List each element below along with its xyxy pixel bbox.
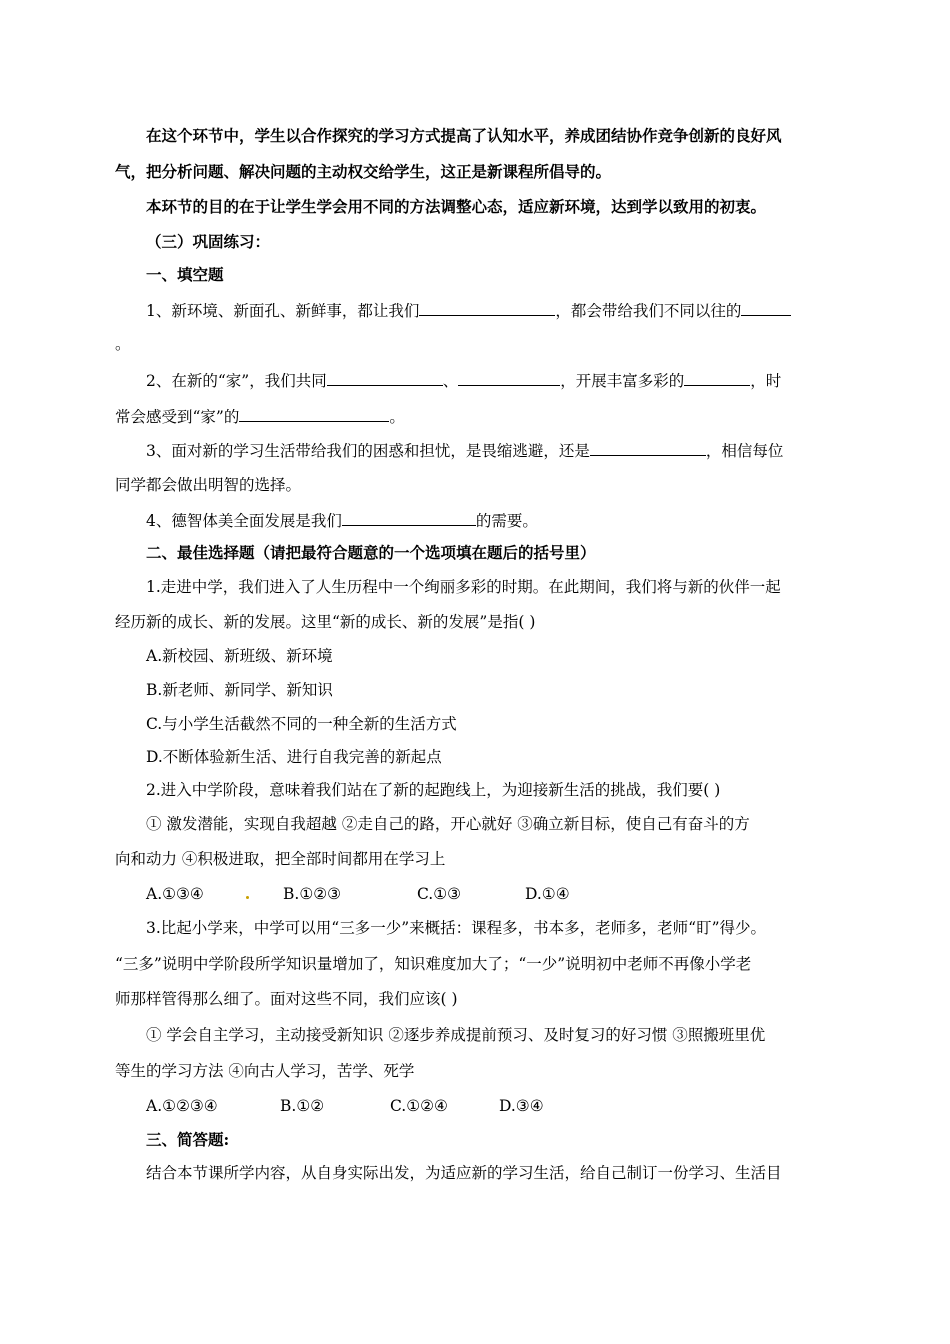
- choice-q3-option-a: A.①②③④: [146, 1097, 218, 1115]
- choice-q3-items-1: ① 学会自主学习，主动接受新知识 ②逐步养成提前预习、及时复习的好习惯 ③照搬班里优: [146, 1026, 766, 1044]
- choice-q3-options: [146, 1096, 544, 1116]
- fill-q2-text-d: 常会感受到“家”的: [115, 408, 240, 426]
- short-answer-heading: 三、简答题:: [146, 1130, 230, 1149]
- choice-q3-items-2: 等生的学习方法 ④向古人学习，苦学、死学: [115, 1062, 415, 1080]
- choice-q1-line-2: 经历新的成长、新的发展。这里“新的成长、新的发展”是指( ): [115, 613, 536, 631]
- stray-mark: [246, 896, 249, 899]
- choice-q2-option-c: C.①③: [417, 885, 462, 903]
- fill-section-heading: 一、填空题: [146, 265, 224, 284]
- fill-q2-blank-4[interactable]: [239, 405, 389, 422]
- fill-question-3: [146, 439, 783, 461]
- fill-q2-sep: 、: [442, 372, 459, 390]
- choice-q3-line-3: 师那样管得那么细了。面对这些不同，我们应该( ): [115, 990, 458, 1008]
- fill-q2-blank-1[interactable]: [327, 369, 443, 386]
- fill-question-4: [146, 509, 538, 531]
- choice-q2-items-2: 向和动力 ④积极进取，把全部时间都用在学习上: [115, 850, 446, 868]
- choice-q2-line-1: 2.进入中学阶段，意味着我们站在了新的起跑线上，为迎接新生活的挑战，我们要( ): [146, 781, 721, 799]
- goal-paragraph: 本环节的目的在于让学生学会用不同的方法调整心态，适应新环境，达到学以致用的初衷。: [146, 197, 767, 216]
- fill-q2-text-b: ，开展丰富多彩的: [560, 372, 685, 390]
- fill-q3-text-b: ，相信每位: [705, 442, 784, 460]
- fill-q1-blank-2[interactable]: [741, 299, 791, 316]
- choice-q2-option-b: B.①②③: [283, 885, 342, 903]
- short-answer-question: 结合本节课所学内容，从自身实际出发，为适应新的学习生活，给自己制订一份学习、生活目: [146, 1164, 782, 1182]
- summary-paragraph-line-2: 气，把分析问题、解决问题的主动权交给学生，这正是新课程所倡导的。: [115, 162, 612, 181]
- choice-q3-line-1: 3.比起小学来，中学可以用“三多一少”来概括：课程多，书本多，老师多，老师“盯”得少。: [146, 919, 766, 937]
- choice-q3-line-2: “三多”说明中学阶段所学知识量增加了，知识难度加大了；“一少”说明初中老师不再像小学老: [115, 955, 752, 973]
- fill-q2-blank-3[interactable]: [684, 369, 750, 386]
- fill-q2-end: 。: [389, 408, 405, 426]
- fill-q2-text-c: ，时: [750, 372, 782, 390]
- fill-q3-blank-1[interactable]: [590, 439, 706, 456]
- fill-q1-blank-1[interactable]: [419, 299, 555, 316]
- choice-q3-option-c: C.①②④: [390, 1097, 448, 1115]
- fill-q2-text-a: 2、在新的“家”，我们共同: [146, 372, 327, 390]
- choice-q3-option-d: D.③④: [499, 1097, 544, 1115]
- choice-q2-items-1: ① 激发潜能，实现自我超越 ②走自己的路，开心就好 ③确立新目标，使自己有奋斗的方: [146, 815, 750, 833]
- fill-question-2-cont: [115, 405, 405, 427]
- summary-paragraph-line-1: 在这个环节中，学生以合作探究的学习方式提高了认知水平，养成团结协作竞争创新的良好风: [146, 126, 782, 145]
- choice-section-heading: 二、最佳选择题（请把最符合题意的一个选项填在题后的括号里）: [146, 543, 596, 562]
- choice-q2-option-a: A.①③④: [146, 885, 204, 903]
- fill-q2-blank-2[interactable]: [458, 369, 560, 386]
- practice-heading: （三）巩固练习：: [146, 232, 271, 251]
- fill-question-3-cont: 同学都会做出明智的选择。: [115, 476, 302, 494]
- fill-q4-text-b: 的需要。: [475, 512, 538, 530]
- fill-question-1: [146, 299, 791, 321]
- fill-q1-text-a: 1、新环境、新面孔、新鲜事，都让我们: [146, 302, 420, 320]
- fill-question-2: [146, 369, 781, 391]
- choice-q1-option-b: B.新老师、新同学、新知识: [146, 681, 333, 699]
- fill-q1-text-b: ，都会带给我们不同以往的: [555, 302, 742, 320]
- choice-q1-option-a: A.新校园、新班级、新环境: [146, 647, 333, 665]
- fill-q4-text-a: 4、德智体美全面发展是我们: [146, 512, 342, 530]
- choice-q1-option-d: D.不断体验新生活、进行自我完善的新起点: [146, 748, 442, 766]
- choice-q3-option-b: B.①②: [280, 1097, 325, 1115]
- fill-q3-text-a: 3、面对新的学习生活带给我们的困惑和担忧，是畏缩逃避，还是: [146, 442, 590, 460]
- choice-q2-option-d: D.①④: [525, 885, 570, 903]
- choice-q1-line-1: 1.走进中学，我们进入了人生历程中一个绚丽多彩的时期。在此期间，我们将与新的伙伴一起: [146, 578, 781, 596]
- choice-q2-options: [146, 884, 570, 904]
- fill-q4-blank-1[interactable]: [342, 509, 476, 526]
- fill-q1-end: 。: [115, 335, 131, 353]
- choice-q1-option-c: C.与小学生活截然不同的一种全新的生活方式: [146, 715, 457, 733]
